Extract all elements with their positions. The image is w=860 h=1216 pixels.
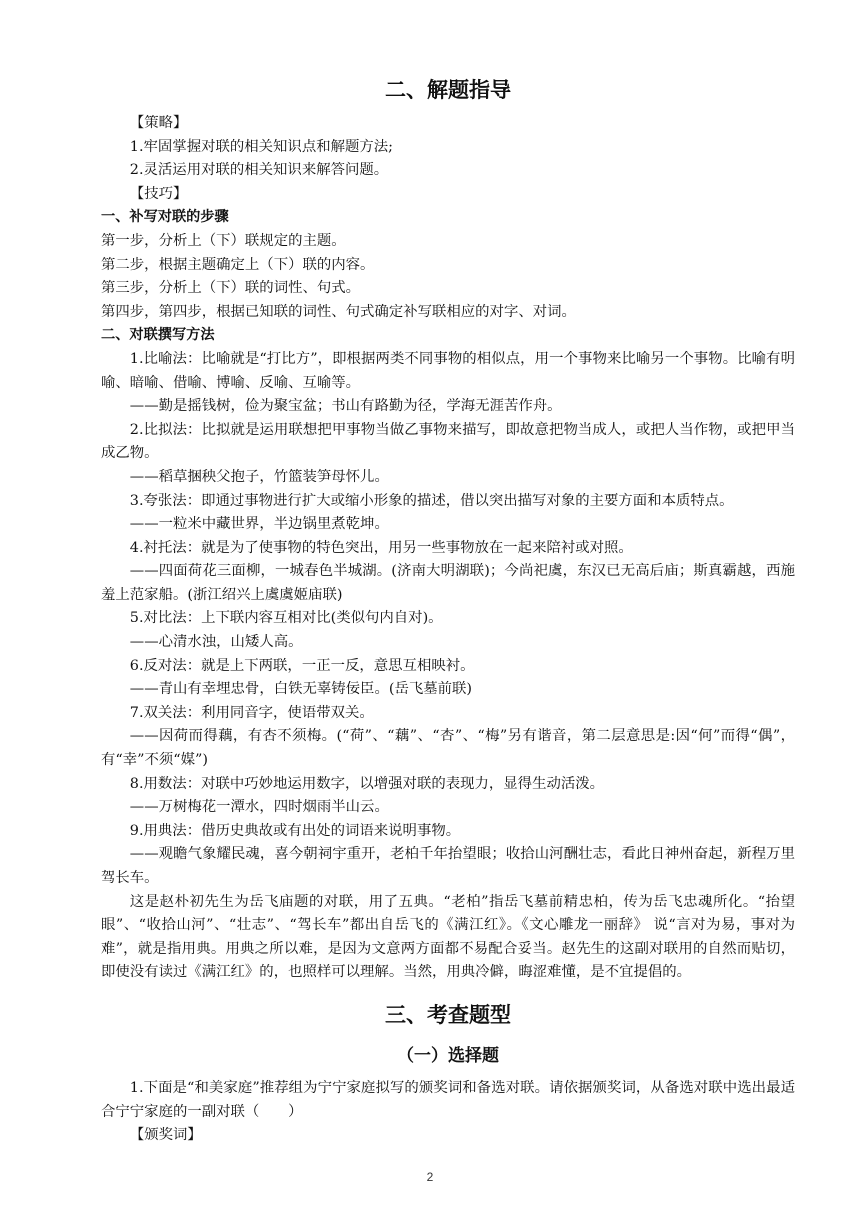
section-title-question-types: 三、考查题型 [385, 1002, 511, 1027]
method-8-text: 8.用数法：对联中巧妙地运用数字，以增强对联的表现力，显得生动活泼。 [129, 775, 605, 792]
strategy-heading: 【策略】 [129, 115, 188, 131]
method-4-example: ——四面荷花三面柳，一城春色半城湖。(济南大明湖联)；今尚祀虞，东汉已无高后庙；斯真霸越，西施羞上范家船。(浙江绍兴上虞虞姬庙联) [101, 563, 795, 603]
method-6-example: ——青山有幸埋忠骨，白铁无辜铸佞臣。(岳飞墓前联) [129, 681, 473, 698]
step-3: 第三步，分析上（下）联的词性、句式。 [101, 280, 361, 297]
method-2-text: 2.比拟法：比拟就是运用联想把甲事物当做乙事物来描写，即故意把物当成人，或把人当作物，或把甲当成乙物。 [101, 421, 795, 462]
method-3-example: ——一粒米中藏世界，半边锅里煮乾坤。 [129, 516, 389, 533]
method-5-text: 5.对比法：上下联内容互相对比(类似句内自对)。 [129, 610, 443, 627]
subsection-title-choice: （一）选择题 [397, 1045, 499, 1066]
methods-heading: 二、对联撰写方法 [101, 327, 215, 344]
page-number: 2 [426, 1170, 434, 1184]
strategy-item-1: 1.牢固掌握对联的相关知识点和解题方法; [129, 138, 394, 155]
method-1-text: 1.比喻法：比喻就是“打比方”，即根据两类不同事物的相似点，用一个事物来比喻另一个事物。比喻有明喻、暗喻、借喻、博喻、反喻、互喻等。 [101, 350, 795, 391]
page-content [101, 74, 795, 1148]
method-4-text: 4.衬托法：就是为了使事物的特色突出，用另一些事物放在一起来陪衬或对照。 [129, 539, 633, 556]
section-title-guidance: 二、解题指导 [385, 78, 511, 102]
method-6-text: 6.反对法：就是上下两联，一正一反，意思互相映衬。 [129, 657, 475, 674]
strategy-item-2: 2.灵活运用对联的相关知识来解答问题。 [129, 162, 389, 179]
closing-paragraph: 这是赵朴初先生为岳飞庙题的对联，用了五典。“老柏”指岳飞墓前精忠柏，传为岳飞忠魂所化。“抬望眼”、“收拾山河”、“壮志”、“驾长车”都出自岳飞的《满江红》。《文心雕龙一丽辞》 说“言对为易，事对为难”，就是指用典。用典之所以难，是因为文意两方面都不易配合妥当。赵先生的这副对联用的自然而贴切，即使没有读过《满江红》的，也照样可以理解。当然，用典冷僻，晦涩难懂，是不宜提倡的。 [101, 893, 795, 981]
skills-heading: 【技巧】 [129, 185, 188, 202]
step-4: 第四步，第四步，根据已知联的词性、句式确定补写联相应的对字、对词。 [101, 303, 576, 320]
method-2-example: ——稻草捆秧父抱子，竹篮装笋母怀儿。 [129, 468, 389, 485]
method-9-example: ——观瞻气象耀民魂，喜今朝祠宇重开，老柏千年抬望眼；收拾山河酬壮志，看此日神州奋起，新程万里驾长车。 [101, 846, 795, 886]
method-9-text: 9.用典法：借历史典故或有出处的词语来说明事物。 [129, 822, 461, 839]
method-3-text: 3.夸张法：即通过事物进行扩大或缩小形象的描述，借以突出描写对象的主要方面和本质特点。 [129, 492, 734, 509]
steps-heading: 一、补写对联的步骤 [101, 209, 229, 226]
method-7-example: ——因荷而得藕，有杏不须梅。(“荷”、“藕”、“杏”、“梅”另有谐音，第二层意思是:因“何”而得“偶”，有“幸”不须“媒”) [101, 728, 795, 769]
question-1: 1.下面是“和美家庭”推荐组为宁宁家庭拟写的颁奖词和备选对联。请依据颁奖词，从备选对联中选出最适合宁宁家庭的一副对联（ ） [101, 1079, 795, 1120]
step-2: 第二步，根据主题确定上（下）联的内容。 [101, 256, 375, 273]
method-8-example: ——万树梅花一潭水，四时烟雨半山云。 [129, 799, 389, 816]
method-5-example: ——心清水浊，山矮人高。 [129, 634, 303, 651]
method-1-example: ——勤是摇钱树，俭为聚宝盆；书山有路勤为径，学海无涯苦作舟。 [129, 398, 562, 415]
step-1: 第一步，分析上（下）联规定的主题。 [101, 232, 346, 249]
award-heading: 【颁奖词】 [129, 1127, 202, 1144]
method-7-text: 7.双关法：利用同音字，使语带双关。 [129, 704, 374, 721]
